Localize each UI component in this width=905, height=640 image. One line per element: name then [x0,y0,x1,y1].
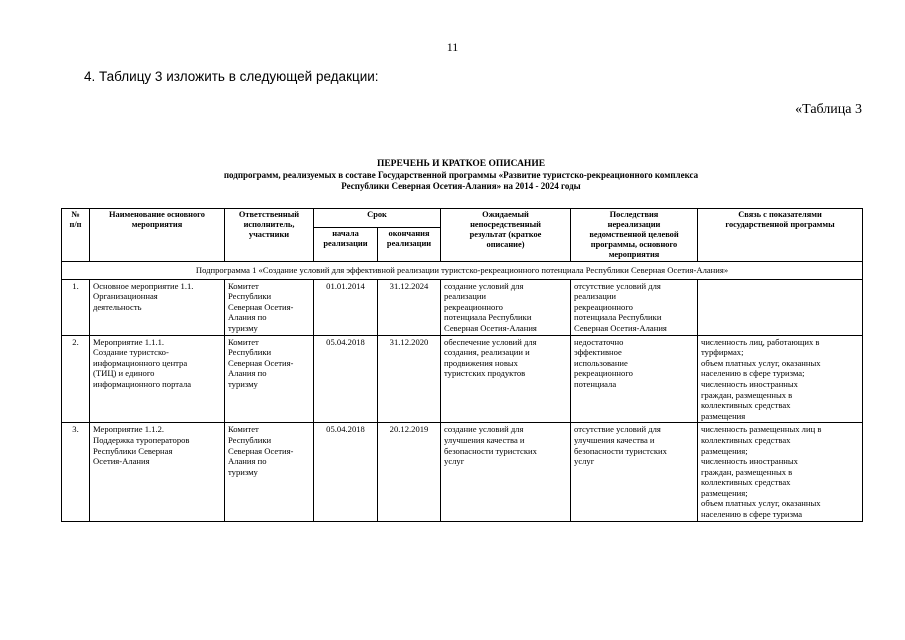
header-num: № п/п [62,209,90,262]
header-result: Ожидаемый непосредственный результат (краткое описание) [441,209,571,262]
row-result: обеспечение условий для создания, реализации и продвижения новых туристских продуктов [441,335,571,423]
row-result: создание условий для реализации рекреационного потенциала Республики Северная Осетия-Алания [441,279,571,335]
table-label: «Таблица 3 [795,102,862,117]
row-executor: Комитет Республики Северная Осетия- Алания по туризму [225,335,314,423]
page-number: 11 [446,40,459,54]
row-num: 2. [62,335,90,423]
row-consequences: отсутствие условий для реализации рекреационного потенциала Республики Северная Осетия-Алания [571,279,698,335]
row-start: 05.04.2018 [314,423,378,521]
row-end: 31.12.2020 [378,335,441,423]
title-line-2: подпрограмм, реализуемых в составе Государственной программы «Развитие туристско-рекреационного комплекса [223,170,699,180]
row-num: 1. [62,279,90,335]
row-link [698,279,863,335]
subprograms-table [61,208,863,522]
table-row [62,335,863,423]
header-name: Наименование основного мероприятия [90,209,225,262]
row-result: создание условий для улучшения качества и безопасности туристских услуг [441,423,571,521]
row-executor: Комитет Республики Северная Осетия- Алания по туризму [225,423,314,521]
table-row [62,423,863,521]
row-link: численность размещенных лиц в коллективных средствах размещения; численность иностранных граждан, размещенных в коллективных средствах размещения; объем платных услуг, оказанных населению в сфере туризма [698,423,863,521]
document-title [60,159,862,192]
table-row [62,279,863,335]
row-start: 05.04.2018 [314,335,378,423]
intro-text: 4. Таблицу 3 изложить в следующей редакции: [84,69,379,84]
row-name: Основное мероприятие 1.1. Организационная деятельность [90,279,225,335]
row-link: численность лиц, работающих в турфирмах; объем платных услуг, оказанных населению в сфере туризма; численность иностранных граждан, размещенных в коллективных средствах размещения [698,335,863,423]
row-num: 3. [62,423,90,521]
header-end: окончания реализации [378,228,441,262]
header-consequences: Последствия нереализации ведомственной целевой программы, основного мероприятия [571,209,698,262]
table-header [62,209,863,262]
row-start: 01.01.2014 [314,279,378,335]
row-name: Мероприятие 1.1.2. Поддержка туроператоров Республики Северная Осетия-Алания [90,423,225,521]
subprogram-row [62,262,863,280]
row-end: 31.12.2024 [378,279,441,335]
title-line-1: ПЕРЕЧЕНЬ И КРАТКОЕ ОПИСАНИЕ [376,159,546,169]
row-name: Мероприятие 1.1.1. Создание туристско- информационного центра (ТИЦ) и единого информационного портала [90,335,225,423]
row-consequences: отсутствие условий для улучшения качества и безопасности туристских услуг [571,423,698,521]
header-start: начала реализации [314,228,378,262]
row-end: 20.12.2019 [378,423,441,521]
header-link: Связь с показателями государственной программы [698,209,863,262]
header-executor: Ответственный исполнитель, участники [225,209,314,262]
subprogram-title: Подпрограмма 1 «Создание условий для эффективной реализации туристско-рекреационного потенциала Республики Северная Осетия-Алания» [62,262,863,280]
row-consequences: недостаточно эффективное использование рекреационного потенциала [571,335,698,423]
title-line-3: Республики Северная Осетия-Алания» на 2014 - 2024 годы [341,181,581,191]
row-executor: Комитет Республики Северная Осетия- Алания по туризму [225,279,314,335]
header-term: Срок [314,209,441,228]
